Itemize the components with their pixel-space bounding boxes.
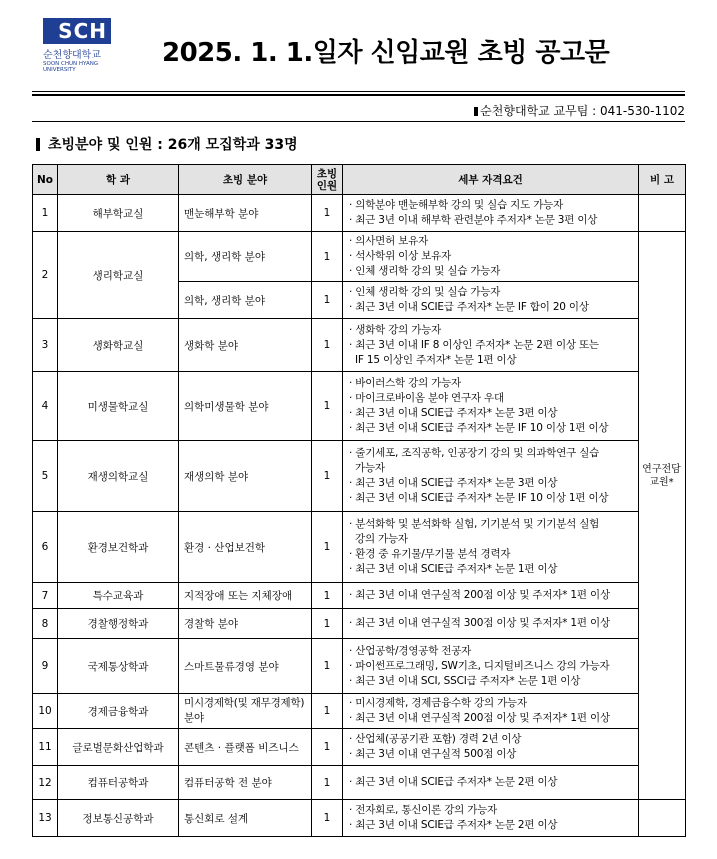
cell-count: 1	[312, 319, 343, 372]
table-header-row	[33, 165, 686, 195]
cell-note	[639, 195, 686, 232]
cell-no: 2	[33, 232, 58, 319]
cell-requirements: · 산업공학/경영공학 전공자 · 파이썬프로그래밍, SW기초, 디지털비즈니스 강의 가능자 · 최근 3년 이내 SCI, SSCI급 주저자* 논문 1편 이상	[343, 639, 639, 694]
contact-rule	[32, 121, 685, 122]
cell-no: 13	[33, 800, 58, 837]
table-row	[33, 583, 686, 609]
cell-field: 경찰학 분야	[179, 609, 312, 639]
cell-field: 의학, 생리학 분야	[179, 232, 312, 282]
cell-department: 환경보건학과	[58, 512, 179, 583]
table-row	[33, 729, 686, 766]
cell-department: 재생의학교실	[58, 441, 179, 512]
recruitment-table	[32, 164, 686, 837]
cell-field: 스마트물류경영 분야	[179, 639, 312, 694]
cell-field: 환경 · 산업보건학	[179, 512, 312, 583]
cell-field: 콘텐츠 · 플랫폼 비즈니스	[179, 729, 312, 766]
cell-no: 7	[33, 583, 58, 609]
cell-count: 1	[312, 766, 343, 800]
document-header	[32, 8, 685, 84]
cell-requirements: · 바이러스학 강의 가능자 · 마이크로바이옴 분야 연구자 우대 · 최근 3년 이내 SCIE급 주저자* 논문 3편 이상 · 최근 3년 이내 SCIE급 주저자* 논문 IF 10 이상 1편 이상	[343, 372, 639, 441]
header-no: No	[33, 165, 58, 195]
cell-requirements: · 분석화학 및 분석화학 실험, 기기분석 및 기기분석 실험 강의 가능자 · 환경 중 유기물/무기물 분석 경력자 · 최근 3년 이내 SCIE급 주저자* 논문 1편 이상	[343, 512, 639, 583]
cell-field: 의학, 생리학 분야	[179, 282, 312, 319]
bar-bullet-icon	[36, 138, 40, 151]
logo-english-name-1: SOON CHUN HYANG	[43, 61, 99, 67]
header-rule-bottom	[32, 94, 685, 96]
cell-field: 맨눈해부학 분야	[179, 195, 312, 232]
cell-department: 특수교육과	[58, 583, 179, 609]
table-row	[33, 694, 686, 729]
cell-department: 생리학교실	[58, 232, 179, 319]
table-row	[33, 609, 686, 639]
cell-no: 1	[33, 195, 58, 232]
cell-note	[639, 232, 686, 800]
cell-no: 6	[33, 512, 58, 583]
table-row	[33, 800, 686, 837]
cell-no: 10	[33, 694, 58, 729]
cell-count: 1	[312, 639, 343, 694]
cell-field: 통신회로 설계	[179, 800, 312, 837]
header-note: 비 고	[639, 165, 686, 195]
cell-count: 1	[312, 694, 343, 729]
cell-requirements: · 산업체(공공기관 포함) 경력 2년 이상 · 최근 3년 이내 연구실적 500점 이상	[343, 729, 639, 766]
note-research-faculty: 연구전담 교원*	[642, 464, 681, 488]
cell-requirements: · 의사면허 보유자 · 석사학위 이상 보유자 · 인체 생리학 강의 및 실습 가능자	[343, 232, 639, 282]
contact-info	[474, 102, 685, 119]
header-requirements: 세부 자격요건	[343, 165, 639, 195]
cell-count: 1	[312, 232, 343, 282]
table-row	[33, 372, 686, 441]
cell-requirements: · 최근 3년 이내 SCIE급 주저자* 논문 2편 이상	[343, 766, 639, 800]
logo-english-name-2: UNIVERSITY	[43, 67, 76, 73]
cell-no: 5	[33, 441, 58, 512]
cell-no: 3	[33, 319, 58, 372]
cell-department: 해부학교실	[58, 195, 179, 232]
cell-requirements: · 인체 생리학 강의 및 실습 가능자 · 최근 3년 이내 SCIE급 주저자* 논문 IF 합이 20 이상	[343, 282, 639, 319]
table-row	[33, 441, 686, 512]
cell-no: 4	[33, 372, 58, 441]
cell-field: 생화학 분야	[179, 319, 312, 372]
cell-count: 1	[312, 282, 343, 319]
cell-count: 1	[312, 512, 343, 583]
cell-count: 1	[312, 800, 343, 837]
cell-no: 11	[33, 729, 58, 766]
cell-department: 국제통상학과	[58, 639, 179, 694]
cell-count: 1	[312, 195, 343, 232]
cell-count: 1	[312, 441, 343, 512]
university-logo	[43, 18, 111, 73]
cell-department: 미생물학교실	[58, 372, 179, 441]
cell-count: 1	[312, 729, 343, 766]
cell-requirements: · 생화학 강의 가능자 · 최근 3년 이내 IF 8 이상인 주저자* 논문 2편 이상 또는 IF 15 이상인 주저자* 논문 1편 이상	[343, 319, 639, 372]
cell-department: 경제금융학과	[58, 694, 179, 729]
cell-field: 미시경제학(및 재무경제학) 분야	[179, 694, 312, 729]
cell-field: 지적장애 또는 지체장애	[179, 583, 312, 609]
cell-count: 1	[312, 583, 343, 609]
header-department: 학 과	[58, 165, 179, 195]
contact-text: 순천향대학교 교무팀 : 041-530-1102	[480, 104, 685, 118]
header-rule-top	[32, 91, 685, 92]
cell-requirements: · 전자회로, 통신이론 강의 가능자 · 최근 3년 이내 SCIE급 주저자* 논문 2편 이상	[343, 800, 639, 837]
cell-department: 글로벌문화산업학과	[58, 729, 179, 766]
cell-no: 8	[33, 609, 58, 639]
header-field: 초빙 분야	[179, 165, 312, 195]
table-row	[33, 195, 686, 232]
section-title-text: 초빙분야 및 인원 : 26개 모집학과 33명	[48, 137, 298, 153]
cell-count: 1	[312, 609, 343, 639]
cell-no: 12	[33, 766, 58, 800]
table-row	[33, 512, 686, 583]
table-row	[33, 639, 686, 694]
document-title: 2025. 1. 1.일자 신임교원 초빙 공고문	[162, 38, 610, 68]
cell-requirements: · 미시경제학, 경제금융수학 강의 가능자 · 최근 3년 이내 연구실적 200점 이상 및 주저자* 1편 이상	[343, 694, 639, 729]
section-title	[36, 134, 298, 154]
cell-note	[639, 800, 686, 837]
cell-requirements: · 최근 3년 이내 연구실적 200점 이상 및 주저자* 1편 이상	[343, 583, 639, 609]
square-bullet-icon	[474, 107, 478, 116]
cell-field: 의학미생물학 분야	[179, 372, 312, 441]
logo-korean-name: 순천향대학교	[43, 50, 101, 61]
table-row	[33, 232, 686, 282]
cell-department: 생화학교실	[58, 319, 179, 372]
cell-department: 정보통신공학과	[58, 800, 179, 837]
logo-mark: SCH	[43, 18, 111, 44]
table-row	[33, 766, 686, 800]
cell-count: 1	[312, 372, 343, 441]
cell-field: 재생의학 분야	[179, 441, 312, 512]
cell-department: 경찰행정학과	[58, 609, 179, 639]
table-row	[33, 319, 686, 372]
cell-requirements: · 최근 3년 이내 연구실적 300점 이상 및 주저자* 1편 이상	[343, 609, 639, 639]
cell-department: 컴퓨터공학과	[58, 766, 179, 800]
cell-requirements: · 줄기세포, 조직공학, 인공장기 강의 및 의과학연구 실습 가능자 · 최근 3년 이내 SCIE급 주저자* 논문 3편 이상 · 최근 3년 이내 SCIE급 주저자* 논문 IF 10 이상 1편 이상	[343, 441, 639, 512]
header-count: 초빙 인원	[312, 165, 343, 195]
cell-requirements: · 의학분야 맨눈해부학 강의 및 실습 지도 가능자 · 최근 3년 이내 해부학 관련분야 주저자* 논문 3편 이상	[343, 195, 639, 232]
cell-field: 컴퓨터공학 전 분야	[179, 766, 312, 800]
cell-no: 9	[33, 639, 58, 694]
